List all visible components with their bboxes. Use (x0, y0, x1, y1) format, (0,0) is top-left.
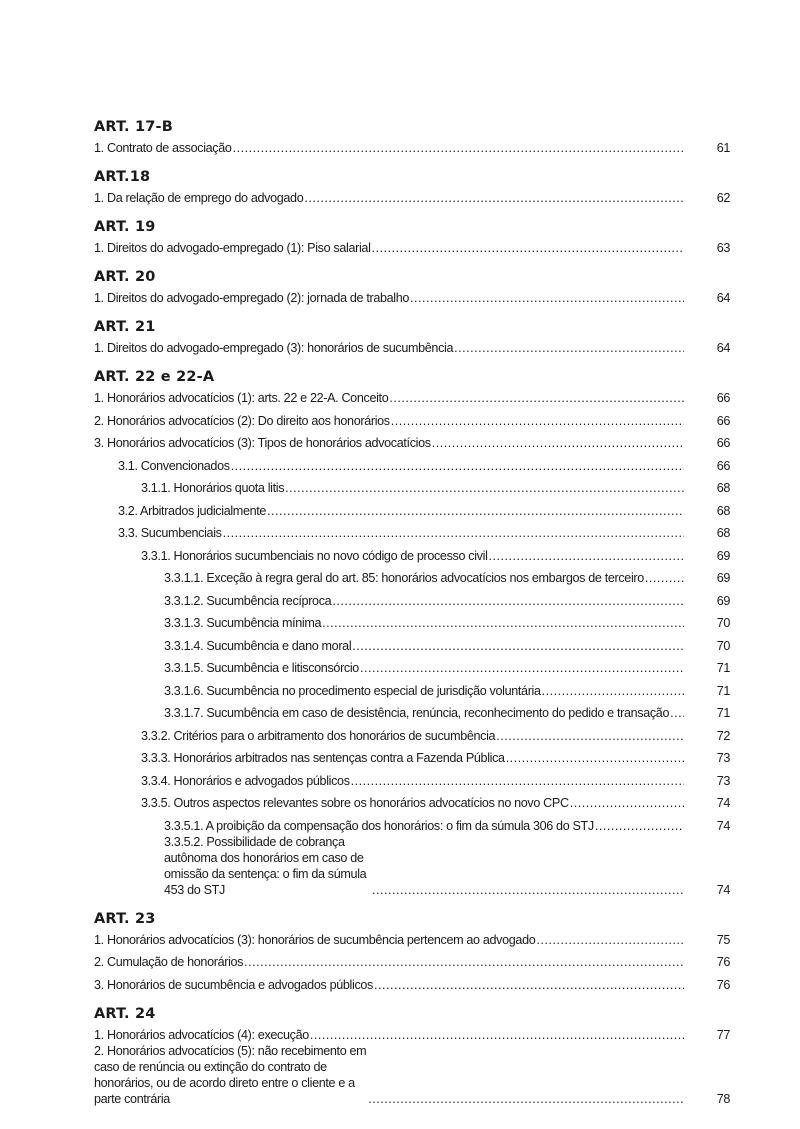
page-number: 71 (716, 683, 730, 698)
dot-leader (266, 503, 684, 519)
entry-title: 3.3.5. Outros aspectos relevantes sobre os honorários advocatícios no novo CPC (141, 796, 569, 810)
page-number: 66 (716, 436, 730, 450)
dot-leader (594, 818, 684, 834)
toc-entry[interactable] (94, 386, 730, 406)
toc-entry[interactable] (94, 236, 730, 256)
page-number: 68 (716, 503, 730, 518)
section-heading: ART. 22 e 22-A (94, 369, 215, 385)
toc-entry[interactable] (94, 286, 730, 306)
entry-title: 2. Honorários advocatícios (2): Do direito aos honorários (94, 413, 390, 428)
toc-section (94, 318, 730, 356)
dot-leader (541, 683, 684, 699)
page-number: 68 (716, 481, 730, 495)
toc-entry[interactable] (94, 744, 730, 767)
dot-leader (321, 615, 684, 631)
page-number: 64 (716, 291, 730, 305)
dot-leader (303, 190, 684, 206)
entry-title: 3.3.1.4. Sucumbência e dano moral (164, 638, 352, 653)
section-heading: ART. 24 (94, 1005, 156, 1022)
page-number: 74 (716, 818, 730, 833)
page-number: 74 (716, 882, 730, 897)
toc-entry[interactable] (94, 654, 730, 677)
toc-entry[interactable] (94, 676, 730, 699)
entry-title: 1. Da relação de emprego do advogado (94, 191, 304, 205)
entry-title: 3. Honorários de sucumbência e advogados públicos (94, 977, 373, 992)
page-number: 64 (716, 341, 730, 355)
page-number: 76 (716, 977, 730, 992)
toc-entry[interactable] (94, 186, 730, 206)
entry-title: 3.1.1. Honorários quota litis (141, 481, 285, 495)
entry-title: 3.3.3. Honorários arbitrados nas sentenças contra a Fazenda Pública (141, 751, 505, 765)
toc-entry[interactable] (94, 699, 730, 722)
table-of-contents (94, 118, 730, 1119)
page-number: 71 (716, 661, 730, 675)
dot-leader (495, 728, 684, 744)
section-heading: ART. 21 (94, 319, 156, 335)
dot-leader (373, 977, 684, 993)
page-number: 70 (716, 616, 730, 630)
entry-title: 1. Honorários advocatícios (3): honorários de sucumbência pertencem ao advogado (94, 932, 536, 947)
toc-entry[interactable] (94, 519, 730, 542)
dot-leader (388, 390, 684, 406)
entry-title: 3.3.1.3. Sucumbência mínima (164, 616, 322, 630)
page-number: 69 (716, 548, 730, 563)
dot-leader (569, 795, 684, 811)
entry-title: 3.2. Arbitrados judicialmente (118, 503, 267, 518)
page-number: 61 (716, 141, 730, 155)
dot-leader (359, 660, 684, 676)
entry-title: 3.3. Sucumbenciais (118, 526, 222, 540)
dot-leader (371, 240, 684, 256)
page-number: 69 (716, 593, 730, 608)
dot-leader (367, 1091, 684, 1107)
toc-entry[interactable] (94, 631, 730, 654)
entry-title: 1. Contrato de associação (94, 141, 232, 155)
dot-leader (230, 458, 684, 474)
toc-entry[interactable] (94, 496, 730, 519)
toc-entry[interactable] (94, 564, 730, 587)
toc-section (94, 168, 730, 206)
dot-leader (535, 932, 684, 948)
page-number: 66 (716, 413, 730, 428)
page-number: 69 (716, 571, 730, 585)
entry-title: 3. Honorários advocatícios (3): Tipos de honorários advocatícios (94, 436, 431, 450)
toc-entry[interactable] (94, 1023, 730, 1043)
dot-leader (669, 705, 684, 721)
page-number: 72 (716, 728, 730, 743)
toc-entry[interactable] (94, 1043, 730, 1107)
page-number: 76 (716, 955, 730, 969)
entry-title: 3.3.5.2. Possibilidade de cobrança autônoma dos honorários em caso de omissão da sentença: o fim da súmula 453 do STJ (164, 834, 367, 897)
toc-section (94, 1005, 730, 1107)
dot-leader (371, 882, 684, 898)
toc-entry[interactable] (94, 766, 730, 789)
page-number: 66 (716, 391, 730, 405)
toc-entry[interactable] (94, 970, 730, 993)
toc-entry[interactable] (94, 586, 730, 609)
dot-leader (390, 413, 684, 429)
toc-entry[interactable] (94, 928, 730, 948)
toc-entry[interactable] (94, 474, 730, 497)
dot-leader (309, 1027, 684, 1043)
toc-entry[interactable] (94, 541, 730, 564)
dot-leader (331, 593, 684, 609)
dot-leader (488, 548, 684, 564)
toc-entry[interactable] (94, 948, 730, 971)
dot-leader (232, 140, 684, 156)
page-number: 74 (716, 796, 730, 810)
entry-title: 2. Cumulação de honorários (94, 955, 244, 969)
page-number: 75 (716, 932, 730, 947)
toc-entry[interactable] (94, 451, 730, 474)
dot-leader (284, 480, 684, 496)
entry-title: 3.3.1.5. Sucumbência e litisconsórcio (164, 661, 359, 675)
page-number: 71 (716, 706, 730, 720)
page-number: 68 (716, 526, 730, 540)
entry-title: 1. Honorários advocatícios (4): execução (94, 1027, 309, 1042)
dot-leader (431, 435, 684, 451)
dot-leader (409, 290, 684, 306)
entry-title: 3.1. Convencionados (118, 458, 230, 473)
entry-title: 3.3.1.6. Sucumbência no procedimento especial de jurisdição voluntária (164, 683, 541, 698)
toc-section (94, 118, 730, 156)
dot-leader (505, 750, 684, 766)
entry-title: 3.3.1.7. Sucumbência em caso de desistência, renúncia, reconhecimento do pedido e transação (164, 706, 670, 720)
page-number: 62 (716, 191, 730, 205)
page-number: 70 (716, 638, 730, 653)
toc-entry[interactable] (94, 811, 730, 834)
toc-entry[interactable] (94, 789, 730, 812)
entry-title: 1. Direitos do advogado-empregado (2): jornada de trabalho (94, 291, 410, 305)
toc-entry[interactable] (94, 406, 730, 429)
entry-title: 1. Direitos do advogado-empregado (3): honorários de sucumbência (94, 341, 454, 355)
toc-entry[interactable] (94, 136, 730, 156)
dot-leader (644, 570, 684, 586)
section-heading: ART. 23 (94, 910, 156, 927)
page-number: 78 (716, 1091, 730, 1106)
page-number: 63 (716, 241, 730, 255)
dot-leader (453, 340, 684, 356)
section-heading: ART. 19 (94, 219, 156, 235)
dot-leader (243, 954, 684, 970)
entry-title: 1. Honorários advocatícios (1): arts. 22 e 22-A. Conceito (94, 391, 389, 405)
page-number: 73 (716, 773, 730, 788)
section-heading: ART. 20 (94, 269, 156, 285)
entry-title: 1. Direitos do advogado-empregado (1): Piso salarial (94, 241, 371, 255)
entry-title: 3.3.4. Honorários e advogados públicos (141, 773, 350, 788)
entry-title: 3.3.2. Critérios para o arbitramento dos honorários de sucumbência (141, 728, 496, 743)
section-heading: ART.18 (94, 169, 151, 185)
page-number: 66 (716, 458, 730, 473)
dot-leader (351, 638, 684, 654)
entry-title: 3.3.5.1. A proibição da compensação dos honorários: o fim da súmula 306 do STJ (164, 818, 594, 833)
toc-section (94, 910, 730, 993)
toc-entry[interactable] (94, 429, 730, 452)
entry-title: 3.3.1.2. Sucumbência recíproca (164, 593, 332, 608)
toc-section (94, 268, 730, 306)
section-heading: ART. 17-B (94, 119, 174, 135)
dot-leader (350, 773, 684, 789)
toc-section (94, 368, 730, 898)
entry-title: 3.3.1. Honorários sucumbenciais no novo código de processo civil (141, 548, 488, 563)
toc-entry[interactable] (94, 609, 730, 632)
toc-entry[interactable] (94, 336, 730, 356)
page-number: 77 (716, 1027, 730, 1042)
toc-entry[interactable] (94, 721, 730, 744)
toc-entry[interactable] (94, 834, 730, 898)
page-number: 73 (716, 751, 730, 765)
dot-leader (222, 525, 684, 541)
entry-title: 2. Honorários advocatícios (5): não recebimento em caso de renúncia ou extinção do contrato de honorários, ou de acordo direto entre o cliente e a parte contrária (94, 1043, 367, 1106)
toc-section (94, 218, 730, 256)
entry-title: 3.3.1.1. Exceção à regra geral do art. 85: honorários advocatícios nos embargos de terceiro (164, 571, 644, 585)
